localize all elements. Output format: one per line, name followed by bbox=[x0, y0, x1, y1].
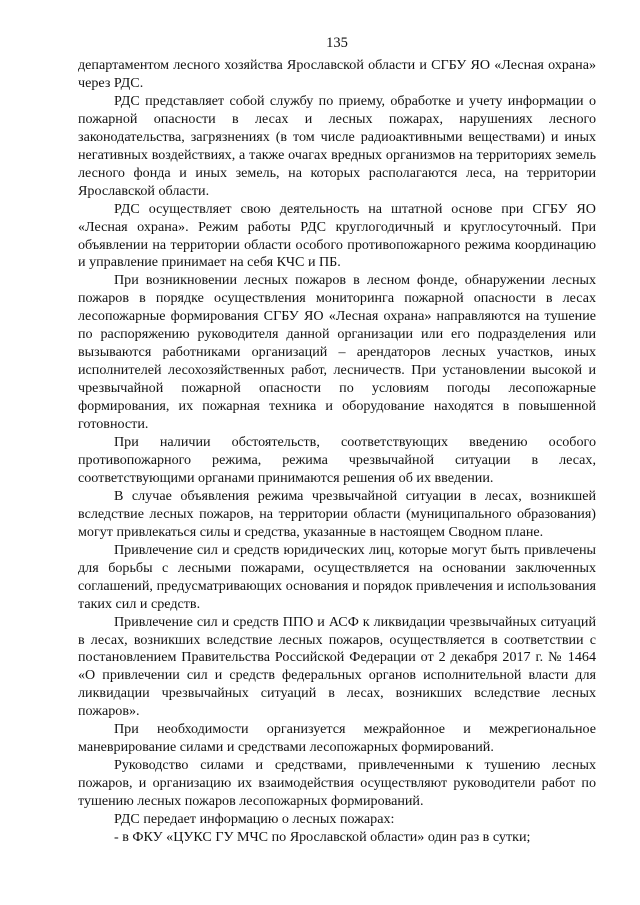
page-number: 135 bbox=[326, 35, 348, 51]
paragraph-4: При возникновении лесных пожаров в лесном фонде, обнаружении лесных пожаров в порядке осуществления мониторинга пожарной опасности в лесах лесопожарные формирования СГБУ ЯО «Лесная охрана» направляются на тушение по распоряжению руководителя данной организации или его подразделения или вызываются работниками организаций – арендаторов лесных участков, иных исполнителей лесохозяйственных работ, лесничеств. При установлении высокой и чрезвычайной пожарной опасности по условиям погоды лесопожарные формирования, их пожарная техника и оборудование находятся в повышенной готовности. bbox=[78, 272, 596, 433]
paragraph-1: департаментом лесного хозяйства Ярославской области и СГБУ ЯО «Лесная охрана» через РДС. bbox=[78, 57, 596, 91]
body-text bbox=[78, 57, 596, 847]
paragraph-11: РДС передает информацию о лесных пожарах: bbox=[114, 811, 395, 828]
document-page bbox=[78, 34, 596, 847]
paragraph-5: При наличии обстоятельств, соответствующих введению особого противопожарного режима, режима чрезвычайной ситуации в лесах, соответствующими органами принимаются решения об их введении. bbox=[78, 434, 596, 486]
paragraph-8: Привлечение сил и средств ППО и АСФ к ликвидации чрезвычайных ситуаций в лесах, возникших вследствие лесных пожаров, осуществляется в соответствии с постановлением Правительства Российской Федерации от 2 декабря 2017 г. № 1464 «О привлечении сил и средств федеральных органов исполнительной власти для ликвидации чрезвычайных ситуаций в лесах, возникших вследствие лесных пожаров». bbox=[78, 613, 596, 720]
paragraph-7: Привлечение сил и средств юридических лиц, которые могут быть привлечены для борьбы с лесными пожарами, осуществляется на основании заключенных соглашений, предусматривающих основания и порядок привлечения и использования таких сил и средств. bbox=[78, 541, 596, 612]
paragraph-9: При необходимости организуется межрайонное и межрегиональное маневрирование силами и средствами лесопожарных формирований. bbox=[78, 721, 596, 756]
list-item-1: - в ФКУ «ЦУКС ГУ МЧС по Ярославской области» один раз в сутки; bbox=[114, 828, 531, 845]
paragraph-3: РДС осуществляет свою деятельность на штатной основе при СГБУ ЯО «Лесная охрана». Режим работы РДС круглогодичный и круглосуточный. При объявлении на территории области особого противопожарного режима координацию и управление принимает на себя КЧС и ПБ. bbox=[78, 200, 596, 271]
paragraph-10: Руководство силами и средствами, привлеченными к тушению лесных пожаров, и организацию их взаимодействия осуществляют руководители работ по тушению лесных пожаров лесопожарных формирований. bbox=[78, 757, 596, 810]
paragraph-6: В случае объявления режима чрезвычайной ситуации в лесах, возникшей вследствие лесных пожаров, на территории области (муниципального образования) могут привлекаться силы и средства, указанные в настоящем Сводном плане. bbox=[78, 487, 596, 540]
paragraph-2: РДС представляет собой службу по приему, обработке и учету информации о пожарной опасности в лесах и лесных пожарах, нарушениях лесного законодательства, загрязнениях (в том числе радиоактивными веществами) и иных негативных воздействиях, а также очагах вредных организмов на территориях земель лесного фонда и иных земель, на которых располагаются леса, на территории Ярославской области. bbox=[78, 92, 596, 199]
